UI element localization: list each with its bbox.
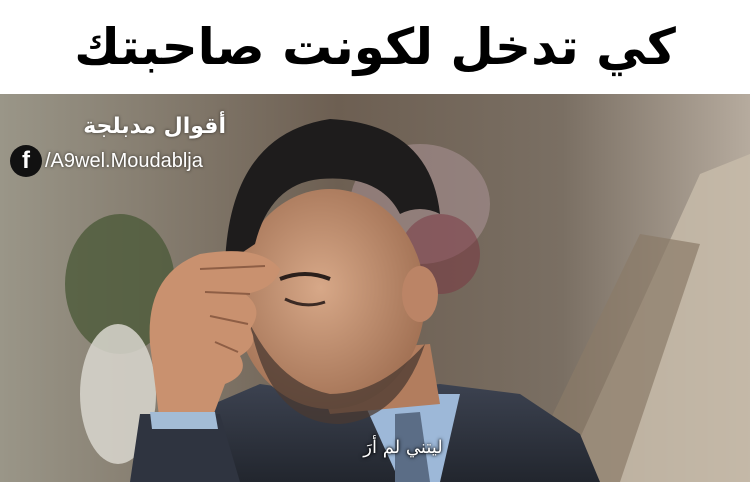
facebook-icon — [10, 145, 42, 177]
video-subtitle: ليتني لم أرَ — [363, 437, 443, 458]
watermark-handle: /A9wel.Moudablja — [45, 149, 203, 172]
meme-photo — [0, 94, 750, 482]
watermark-title: أقوال مدبلجة — [83, 114, 226, 139]
meme-caption: كي تدخل لكونت صاحبتك — [74, 18, 676, 76]
watermark — [10, 114, 240, 177]
caption-bar — [0, 0, 750, 94]
watermark-handle-row — [10, 145, 240, 177]
facebook-icon-letter: f — [22, 147, 30, 174]
